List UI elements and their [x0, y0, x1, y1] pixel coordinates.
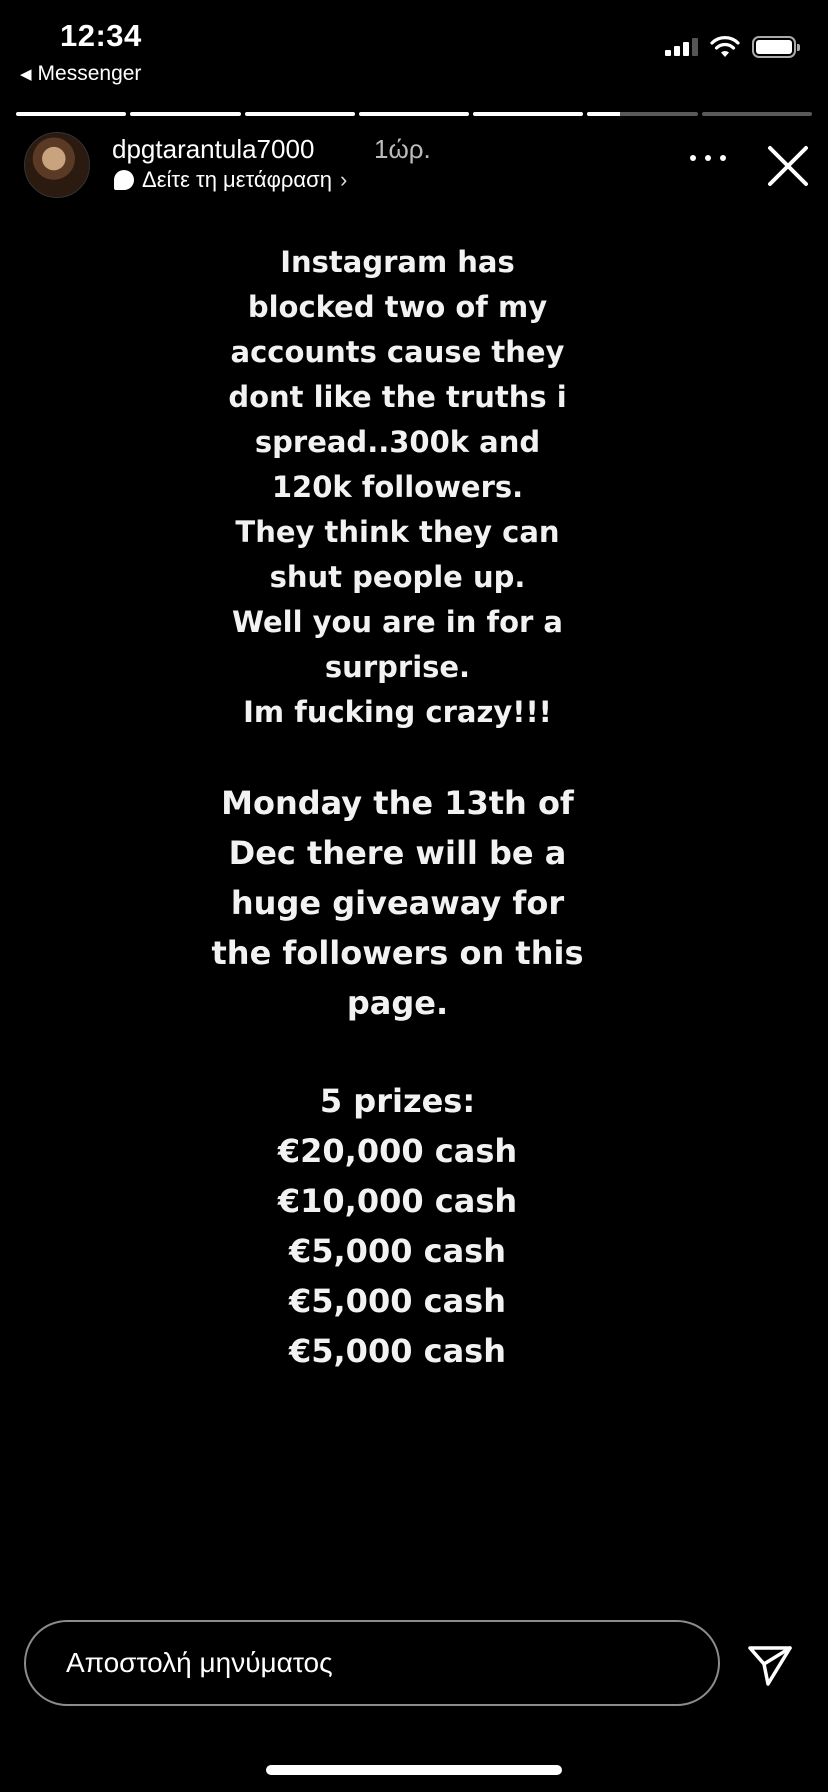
story-text-giveaway	[100, 778, 695, 1028]
dot-icon	[720, 155, 726, 161]
story-progress-bar	[16, 112, 812, 116]
paper-plane-icon	[744, 1638, 796, 1690]
close-story-button[interactable]	[764, 142, 812, 190]
wifi-icon	[710, 36, 740, 58]
story-text-line: surprise.	[324, 650, 471, 684]
back-app-label: Messenger	[37, 62, 142, 85]
story-segment	[245, 112, 355, 116]
story-text-line: €5,000 cash	[288, 1282, 506, 1320]
story-segment	[16, 112, 126, 116]
dot-icon	[705, 155, 711, 161]
story-segment	[359, 112, 469, 116]
status-time: 12:34	[60, 18, 142, 53]
story-text-line: 5 prizes:	[319, 1082, 476, 1120]
chevron-right-icon: ›	[339, 167, 348, 192]
story-text-line: €5,000 cash	[288, 1332, 506, 1370]
dot-icon	[690, 155, 696, 161]
battery-icon	[752, 36, 796, 58]
more-options-button[interactable]	[690, 148, 726, 168]
story-text-line: Instagram has	[280, 245, 515, 279]
story-segment	[130, 112, 240, 116]
close-icon	[764, 142, 812, 190]
story-text-line: 120k followers.	[271, 470, 524, 504]
story-text-line: Well you are in for a	[232, 605, 563, 639]
back-to-messenger-button[interactable]	[20, 62, 141, 86]
story-segment	[587, 112, 697, 116]
story-text-line: huge giveaway for	[230, 884, 565, 922]
story-text-line: Monday the 13th of	[221, 784, 574, 822]
story-text-line: accounts cause they	[230, 335, 565, 369]
story-text-line: spread..300k and	[254, 425, 541, 459]
story-username[interactable]: dpgtarantula7000	[112, 134, 315, 164]
story-text-line: €10,000 cash	[277, 1182, 518, 1220]
status-icons	[665, 36, 796, 58]
story-text-line: dont like the truths i	[228, 380, 567, 414]
story-text-line: blocked two of my	[247, 290, 548, 324]
story-text-prizes	[100, 1076, 695, 1376]
story-text-line: the followers on this	[211, 934, 584, 972]
see-translation-link[interactable]	[114, 167, 347, 193]
story-segment	[702, 112, 812, 116]
story-text-line: They think they can	[235, 515, 560, 549]
back-triangle-icon: ◀	[20, 66, 32, 83]
story-segment-fill	[587, 112, 620, 116]
story-text-line: page.	[346, 984, 449, 1022]
send-message-input[interactable]	[24, 1620, 720, 1706]
story-segment-fill	[245, 112, 355, 116]
speech-bubble-icon	[114, 170, 134, 190]
story-time-ago: 1ώρ.	[374, 134, 431, 164]
story-segment-fill	[16, 112, 126, 116]
avatar[interactable]	[24, 132, 90, 198]
see-translation-label: Δείτε τη μετάφραση	[142, 167, 332, 192]
story-text-line: Dec there will be a	[228, 834, 567, 872]
story-text-line: shut people up.	[269, 560, 526, 594]
story-text-line: €20,000 cash	[277, 1132, 518, 1170]
send-button[interactable]	[744, 1638, 796, 1690]
story-segment-fill	[359, 112, 469, 116]
home-indicator[interactable]	[266, 1765, 562, 1775]
story-text-line: €5,000 cash	[288, 1232, 506, 1270]
story-segment-fill	[130, 112, 240, 116]
story-text-line: Im fucking crazy!!!	[243, 695, 552, 729]
signal-icon	[665, 38, 698, 56]
story-segment-fill	[473, 112, 583, 116]
story-text-intro	[100, 240, 695, 735]
story-segment	[473, 112, 583, 116]
